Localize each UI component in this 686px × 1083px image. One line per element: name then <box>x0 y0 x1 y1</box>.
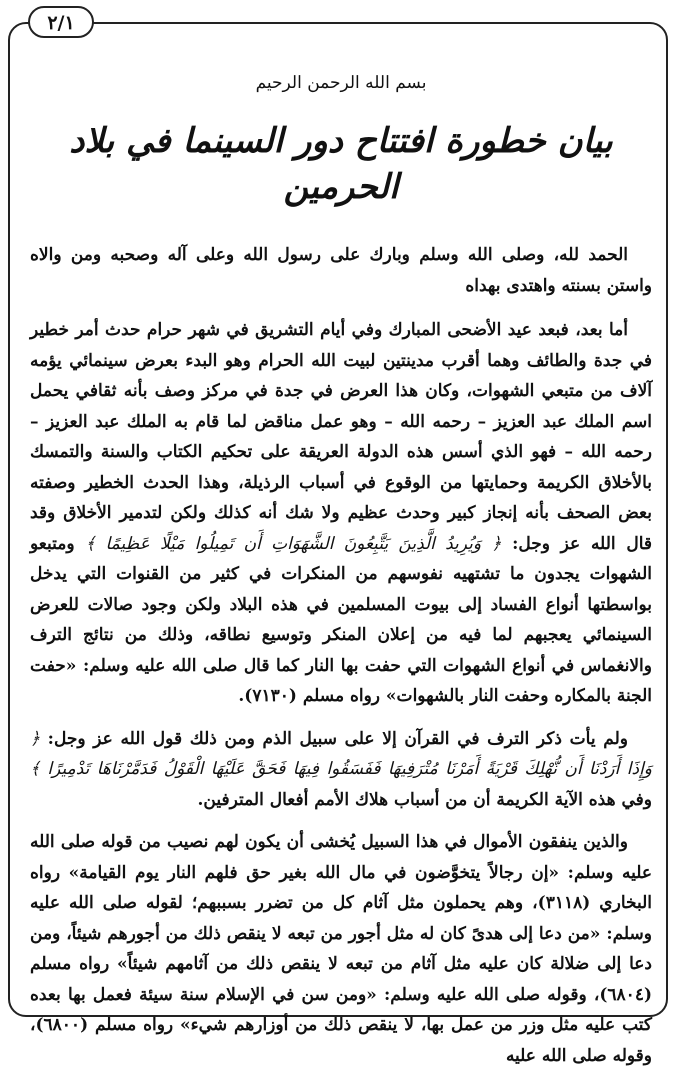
paragraph-event <box>30 315 652 712</box>
event-text: أما بعد، فبعد عيد الأضحى المبارك وفي أيام التشريق في شهر حرام حدث أمر خطير في جدة والطائف وهما أقرب مدينتين لبيت الله الحرام وهو البدء بعرض سينمائي يؤمه آلاف من متبعي الشهوات، وكان هذا العرض في جدة في مركز وصف بأنه ثقافي يحمل اسم الملك عبد العزيز – رحمه الله – وهو عمل مناقض لما قام به الملك عبد العزيز – رحمه الله – فهو الذي أسس هذه الدولة العريقة على تحكيم الكتاب والسنة والتمسك بالأخلاق الكريمة وحمايتها من الوقوع في أسباب الرذيلة، وهذا الحدث الخطير وصفته بعض الصحف بأنه إنجاز كبير وحدث عظيم ولا شك أنه كذلك ولكن لتدمير الأخلاق وقد قال الله عز وجل: <box>30 320 652 554</box>
quran-verse-destruction: ﴿ وَإِذَا أَرَدْنَا أَن نُّهْلِكَ قَرْيَةً أَمَرْنَا مُتْرَفِيهَا فَفَسَقُوا فِيهَا فَحَقَّ عَلَيْهَا الْقَوْلُ فَدَمَّرْنَاهَا تَدْمِيرًا ﴾ <box>30 728 652 779</box>
luxury-conclusion: وفي هذه الآية الكريمة أن من أسباب هلاك الأمم أفعال المترفين. <box>197 789 652 810</box>
luxury-text: ولم يأت ذكر الترف في القرآن إلا على سبيل الذم ومن ذلك قول الله عز وجل: <box>47 728 628 749</box>
page-number: ٢/١ <box>28 6 94 38</box>
paragraph-luxury <box>30 724 652 816</box>
opening-text: الحمد لله، وصلى الله وسلم وبارك على رسول الله وعلى آله وصحبه ومن والاه واستن بسنته واهتدى بهداه <box>30 245 652 296</box>
quran-verse-desires: ﴿ وَيُرِيدُ الَّذِينَ يَتَّبِعُونَ الشَّهَوَاتِ أَن تَمِيلُوا مَيْلًا عَظِيمًا ﴾ <box>85 533 502 554</box>
basmala: بسم الله الرحمن الرحيم <box>255 73 427 93</box>
spending-text: والذين ينفقون الأموال في هذا السبيل يُخشى أن يكون لهم نصيب من قوله صلى الله عليه وسلم: «إن رجالاً يتخوَّضون في مال الله بغير حق فلهم النار يوم القيامة» رواه البخاري (٣١١٨)، وهم يحملون مثل آثام كل من تضرر بسببهم؛ لقوله صلى الله عليه وسلم: «من دعا إلى هدىً كان له مثل أجور من تبعه لا ينقص ذلك من أجورهم شيئاً، ومن دعا إلى ضلالة كان عليه مثل آثام من تبعه لا ينقص ذلك من آثامهم شيئاً» رواه مسلم (٦٨٠٤)، وقوله صلى الله عليه وسلم: «ومن سن في الإسلام سنة سيئة فعمل بها بعده كتب عليه مثل وزر من عمل بها، لا ينقص ذلك من أوزارهم شيء» رواه مسلم (٦٨٠٠)، وقوله صلى الله عليه <box>30 832 652 1066</box>
document-body <box>30 58 652 1083</box>
desires-text: ومتبعو الشهوات يجدون ما تشتهيه نفوسهم من المنكرات في كثير من القنوات التي يدخل بواسطتها أنواع الفساد إلى بيوت المسلمين في هذه البلاد ولكن وجود صالات للعرض السينمائي يعجبهم لما فيه من إعلان المنكر وتوسيع نطاقه، وذلك من نتائج الترف والانغماس في أنواع الشهوات التي حفت بها النار كما قال صلى الله عليه وسلم: «حفت الجنة بالمكاره وحفت النار بالشهوات» رواه مسلم (٧١٣٠). <box>30 533 652 706</box>
document-title: بيان خطورة افتتاح دور السينما في بلاد الحرمين <box>69 121 613 207</box>
paragraph-spending <box>30 827 652 1071</box>
opening-praise <box>30 240 652 301</box>
